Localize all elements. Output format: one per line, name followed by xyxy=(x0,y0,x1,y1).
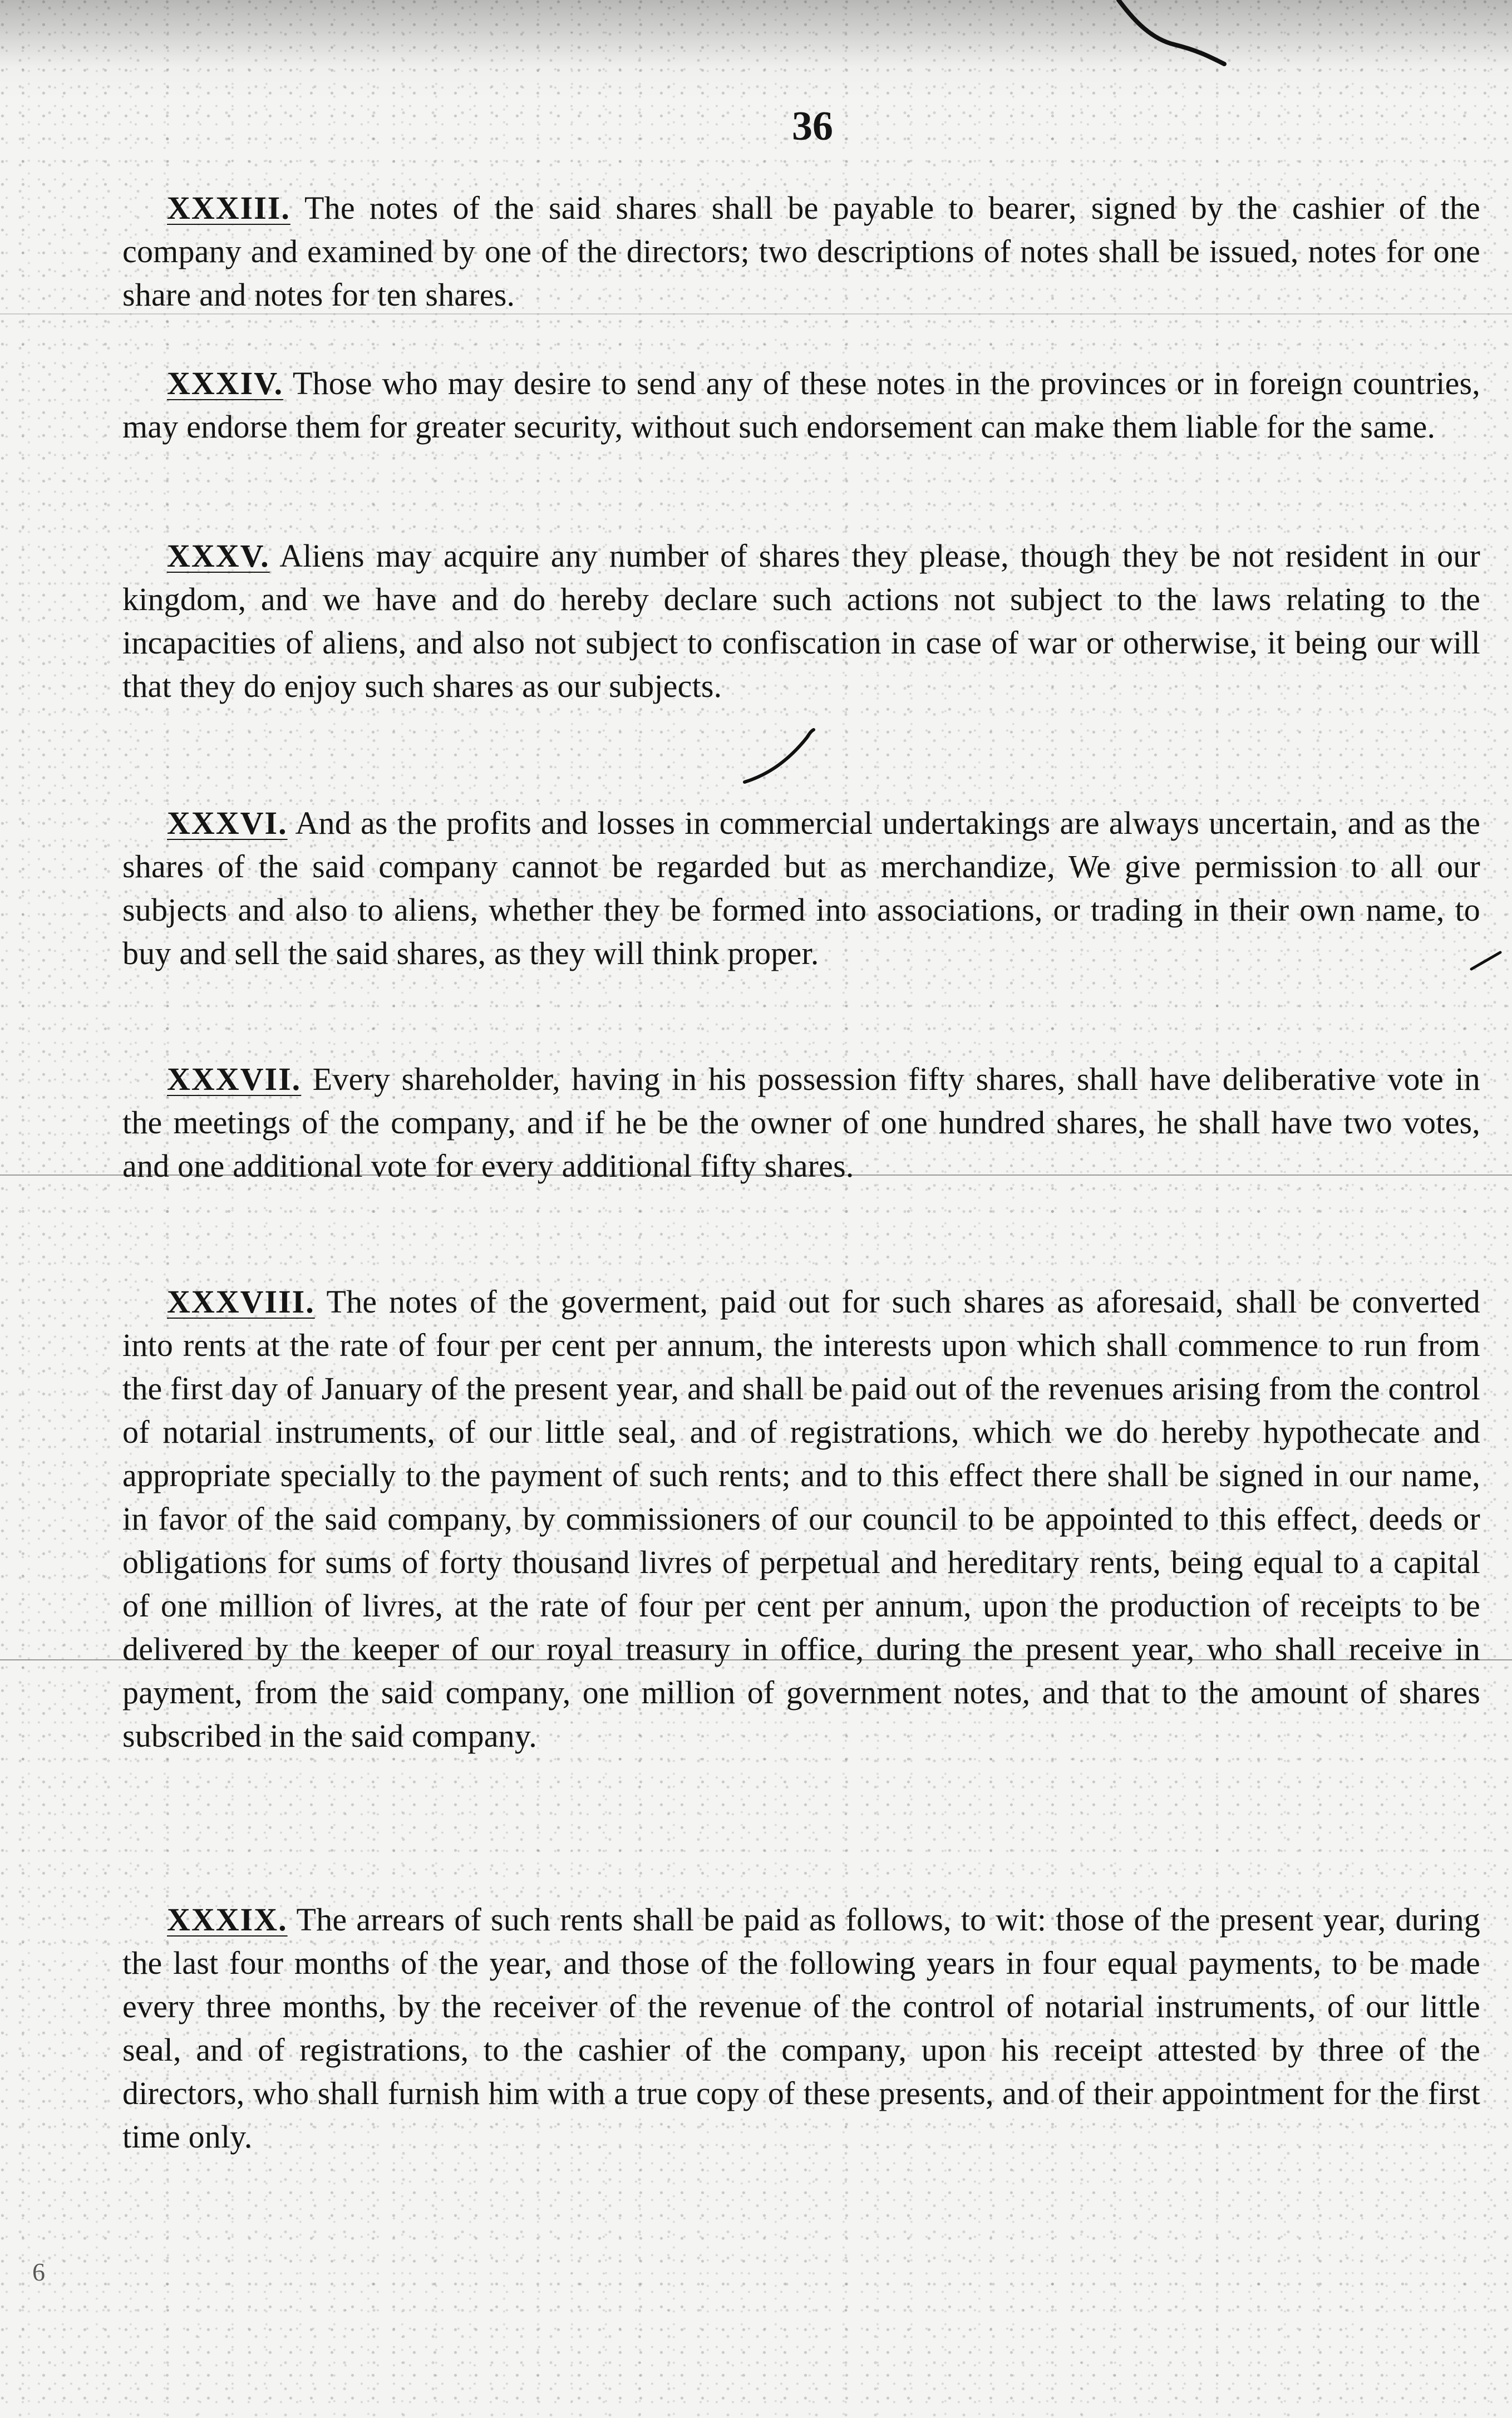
article-text: The notes of the said shares shall be payable to bearer, signed by the cashier of the company and examined by one of the directors; two descriptions of notes shall be issued, notes for one share and notes for ten shares. xyxy=(122,190,1480,313)
article-numeral: XXXIX. xyxy=(167,1901,288,1938)
article-xxxv xyxy=(122,534,1480,708)
article-numeral: XXXIV. xyxy=(167,365,284,401)
article-text: Aliens may acquire any number of shares they please, though they be not resident in our kingdom, and we have and do hereby declare such actions not subject to the laws relating to the incapacities of aliens, and also not subject to confiscation in case of war or otherwise, it being our will that they do enjoy such shares as our subjects. xyxy=(122,538,1481,704)
pen-stroke-mark xyxy=(740,726,818,788)
article-text: Every shareholder, having in his possession fifty shares, shall have deliberative vote in the meetings of the company, and if he be the owner of one hundred shares, he shall have two votes, and one additional vote for every additional fifty shares. xyxy=(122,1061,1481,1184)
article-xxxiii xyxy=(122,186,1480,317)
article-numeral: XXXV. xyxy=(167,538,270,574)
article-text: The notes of the goverment, paid out for such shares as aforesaid, shall be converted into rents at the rate of four per cent per annum, the interests upon which shall commence to run from the first day of January of the present year, and shall be paid out of the revenues arising from the control of notarial instruments, of our little seal, and of registrations, which we do hereby hypothecate and appropriate specially to the payment of such rents; and to this effect there shall be signed in our name, in favor of the said company, by commissioners of our council to be appointed to this effect, deeds or obligations for sums of forty thousand livres of perpetual and hereditary rents, being equal to a capital of one million of livres, at the rate of four per cent per annum, upon the production of receipts to be delivered by the keeper of our royal treasury in office, during the present year, who shall receive in payment, from the said company, one million of government notes, and that to the amount of shares subscribed in the said company. xyxy=(122,1284,1481,1754)
article-xxxix xyxy=(122,1898,1480,2159)
article-xxxiv xyxy=(122,362,1480,449)
margin-mark: 6 xyxy=(32,2258,45,2286)
scan-smudge xyxy=(0,0,1512,67)
article-xxxvi xyxy=(122,802,1480,975)
article-text: The arrears of such rents shall be paid as follows, to wit: those of the present year, during the last four months of the year, and those of the following years in four equal payments, to be made every three months, by the receiver of the revenue of the control of notarial instruments, of our little seal, and of registrations, to the cashier of the company, upon his receipt attested by three of the directors, who shall furnish him with a true copy of these presents, and of their appointment for the first time only. xyxy=(122,1901,1480,2155)
ink-corner-mark xyxy=(1113,0,1258,67)
page-number: 36 xyxy=(792,104,833,149)
article-numeral: XXXIII. xyxy=(167,190,290,226)
article-text: And as the profits and losses in commercial undertakings are always uncertain, and as the shares of the said company cannot be regarded but as merchandize, We give permission to all our subjects and also to aliens, whether they be formed into associations, or trading in their own name, to buy and sell the said shares, as they will think proper. xyxy=(122,805,1481,971)
article-xxxvii xyxy=(122,1058,1480,1188)
article-numeral: XXXVIII. xyxy=(167,1284,315,1320)
article-text: Those who may desire to send any of these notes in the provinces or in foreign countries, may endorse them for greater security, without such endorsement can make them liable for the same. xyxy=(122,365,1480,445)
article-numeral: XXXVII. xyxy=(167,1061,302,1097)
article-numeral: XXXVI. xyxy=(167,805,288,841)
margin-pen-mark xyxy=(1469,949,1503,971)
article-xxxviii xyxy=(122,1280,1480,1758)
